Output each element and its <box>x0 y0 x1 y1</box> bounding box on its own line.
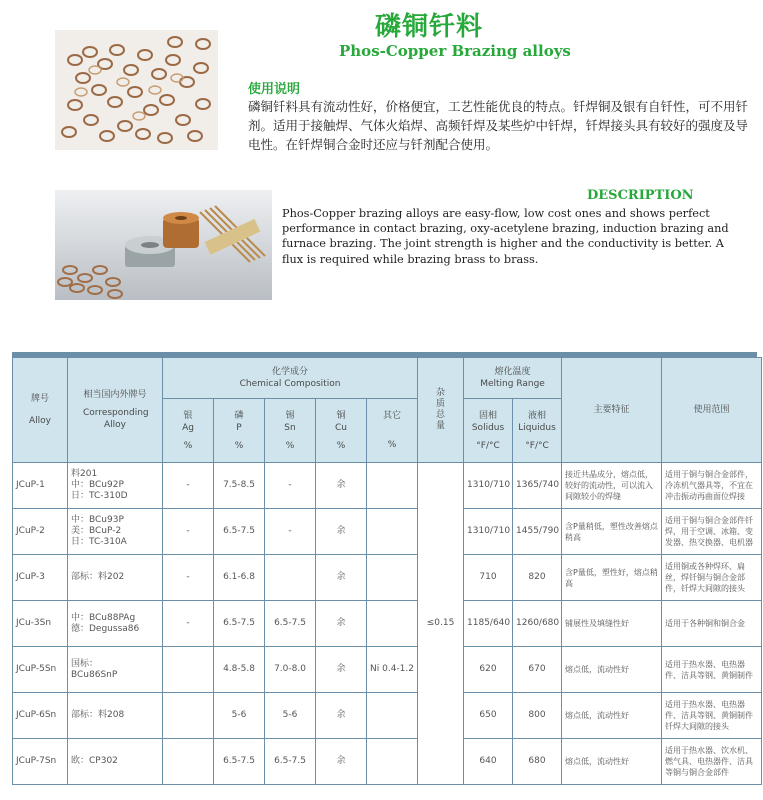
corresponding-line: 料201 <box>71 469 98 479</box>
ag-header-en: Ag <box>182 422 194 433</box>
usage-cell: 适用于热水器、电热器件、洁具等钢、黄铜制件钎焊大间隙的接头 <box>662 693 762 739</box>
p-cell: 7.5-8.5 <box>214 463 265 509</box>
corresponding-cell <box>68 647 163 693</box>
brazing-products-photo <box>55 190 272 300</box>
cu-cell: 余 <box>316 601 367 647</box>
impurity-cell: ≤0.15 <box>418 463 464 785</box>
usage-text: 磷铜钎料具有流动性好，价格便宜，工艺性能优良的特点。钎焊铜及银有自钎性，可不用钎剂。适用于接触焊、气体火焰焊、高频钎焊及某些炉中钎焊，钎焊接头具有较好的强度及导电性。在钎焊铜合金时还应与钎剂配合使用。 <box>248 99 749 152</box>
sn-cell: - <box>265 463 316 509</box>
ag-cell: - <box>163 555 214 601</box>
ag-header <box>163 399 214 463</box>
corresponding-cell <box>68 693 163 739</box>
ag-cell: - <box>163 463 214 509</box>
alloy-header <box>13 358 68 463</box>
p-header <box>214 399 265 463</box>
other-cell <box>367 601 418 647</box>
ag-cell: - <box>163 601 214 647</box>
corresponding-line: 中：BCu88PAg <box>71 612 136 623</box>
corresponding-line: 中：BCu92P <box>71 480 124 490</box>
corresponding-line: 部标：料208 <box>71 710 125 720</box>
solidus-cell: 710 <box>464 555 513 601</box>
chemical-header <box>163 358 418 399</box>
liquidus-header-cn: 液相 <box>528 410 547 421</box>
solidus-cell: 1310/710 <box>464 509 513 555</box>
melting-header-en: Melting Range <box>480 379 545 390</box>
brazing-products-image <box>55 190 272 300</box>
other-cell <box>367 555 418 601</box>
cu-cell: 余 <box>316 463 367 509</box>
ag-header-unit: % <box>183 440 193 451</box>
p-header-unit: % <box>234 440 244 451</box>
other-header <box>367 399 418 463</box>
page-title-en: Phos-Copper Brazing alloys <box>339 42 571 60</box>
corresponding-cell <box>68 739 163 785</box>
sn-cell: - <box>265 509 316 555</box>
feature-cell: 熔点低，流动性好 <box>562 693 662 739</box>
liquidus-cell: 800 <box>513 693 562 739</box>
solidus-header <box>464 399 513 463</box>
description-text: Phos-Copper brazing alloys are easy-flow, low cost ones and shows perfect performance in contact brazing, oxy-acetylene brazing, induction brazing and furnace brazing. The joint strength is higher and the conductivity is better. A flux is required while brazing brass to brass. <box>282 207 729 266</box>
table-row <box>13 555 762 601</box>
sn-cell: 7.0-8.0 <box>265 647 316 693</box>
table-header-row-1 <box>13 358 762 399</box>
cu-cell: 余 <box>316 509 367 555</box>
impurity-header <box>418 358 464 463</box>
usage-heading: 使用说明 <box>248 82 301 97</box>
sn-cell: 5-6 <box>265 693 316 739</box>
impurity-header-text: 杂质总量 <box>436 388 446 431</box>
usage-cell: 适用于热水器、电热器件、洁具等钢、黄铜制件 <box>662 647 762 693</box>
cu-header-unit: % <box>336 440 346 451</box>
corresponding-line: BCu86SnP <box>71 669 118 680</box>
liquidus-header-unit: °F/°C <box>525 440 549 451</box>
description-heading: DESCRIPTION <box>587 188 694 203</box>
melting-header <box>464 358 562 399</box>
other-cell <box>367 739 418 785</box>
copper-rings-photo <box>55 30 218 150</box>
solidus-cell: 1185/640 <box>464 601 513 647</box>
p-header-en: P <box>236 422 242 433</box>
corresponding-line: 国标： <box>71 658 99 669</box>
corresponding-cell <box>68 463 163 509</box>
alloy-cell: JCuP-2 <box>13 509 68 555</box>
alloy-cell: JCuP-5Sn <box>13 647 68 693</box>
sn-header-cn: 锡 <box>285 410 295 421</box>
usage-cell: 适用于铜与铜合金部件，冷冻机气器具等，不宜在冲击振动再曲面位焊接 <box>662 463 762 509</box>
usage-cell: 适用铜或各种焊环、扁丝，焊钎铜与铜合金部件，钎焊大间隙的接头 <box>662 555 762 601</box>
chemical-header-en: Chemical Composition <box>239 379 341 390</box>
corresponding-cell <box>68 555 163 601</box>
alloy-cell: JCuP-7Sn <box>13 739 68 785</box>
table-row <box>13 463 762 509</box>
feature-header: 主要特征 <box>562 358 662 463</box>
p-cell: 6.1-6.8 <box>214 555 265 601</box>
usage-cell: 适用于热水器、饮水机、燃气具、电热器件、洁具等铜与铜合金部件 <box>662 739 762 785</box>
page-title-cn: 磷铜钎料 <box>375 12 484 42</box>
corresponding-header-cn: 相当国内外牌号 <box>83 390 147 400</box>
liquidus-cell: 820 <box>513 555 562 601</box>
sn-header-unit: % <box>285 440 295 451</box>
melting-header-cn: 熔化温度 <box>494 367 531 378</box>
p-cell: 6.5-7.5 <box>214 509 265 555</box>
ag-header-cn: 银 <box>183 410 193 421</box>
alloy-cell: JCuP-3 <box>13 555 68 601</box>
corresponding-line: 美：BCuP-2 <box>71 526 122 536</box>
other-cell: Ni 0.4-1.2 <box>367 647 418 693</box>
cu-cell: 余 <box>316 739 367 785</box>
solidus-header-unit: °F/°C <box>476 440 500 451</box>
other-header-cn: 其它 <box>383 411 402 422</box>
sn-cell <box>265 555 316 601</box>
table-row <box>13 739 762 785</box>
alloy-cell: JCu-3Sn <box>13 601 68 647</box>
solidus-cell: 640 <box>464 739 513 785</box>
sn-cell: 6.5-7.5 <box>265 601 316 647</box>
sn-header <box>265 399 316 463</box>
liquidus-cell: 1455/790 <box>513 509 562 555</box>
sn-cell: 6.5-7.5 <box>265 739 316 785</box>
liquidus-cell: 1365/740 <box>513 463 562 509</box>
other-cell <box>367 463 418 509</box>
feature-cell: 熔点低，流动性好 <box>562 739 662 785</box>
corresponding-line: 德：Degussa86 <box>71 623 140 634</box>
table-row <box>13 601 762 647</box>
ag-cell <box>163 647 214 693</box>
p-cell: 6.5-7.5 <box>214 601 265 647</box>
other-cell <box>367 693 418 739</box>
usage-cell: 适用于铜与铜合金部件钎焊，用于空调、冰箱、变发器、热交换器、电机器 <box>662 509 762 555</box>
corresponding-line: 中：BCu93P <box>71 515 124 525</box>
other-cell <box>367 509 418 555</box>
p-header-cn: 磷 <box>234 410 244 421</box>
alloy-header-en: Alloy <box>29 416 51 426</box>
corresponding-line: 欧：CP302 <box>71 756 118 766</box>
solidus-header-cn: 固相 <box>479 410 498 421</box>
corresponding-line: 日：TC-310D <box>71 491 128 501</box>
liquidus-cell: 680 <box>513 739 562 785</box>
ag-cell: - <box>163 509 214 555</box>
feature-cell: 接近共晶成分，熔点低，较好的流动性，可以流入间隙较小的焊缝 <box>562 463 662 509</box>
corresponding-cell <box>68 509 163 555</box>
other-header-unit: % <box>387 440 397 451</box>
solidus-cell: 620 <box>464 647 513 693</box>
cu-header <box>316 399 367 463</box>
liquidus-cell: 1260/680 <box>513 601 562 647</box>
ag-cell <box>163 693 214 739</box>
ag-cell <box>163 739 214 785</box>
p-cell: 4.8-5.8 <box>214 647 265 693</box>
cu-header-en: Cu <box>335 422 347 433</box>
corresponding-cell <box>68 601 163 647</box>
corresponding-line: 部标：料202 <box>71 572 125 582</box>
sn-header-en: Sn <box>284 422 296 433</box>
cu-cell: 余 <box>316 693 367 739</box>
cu-header-cn: 铜 <box>336 410 346 421</box>
liquidus-header-en: Liquidus <box>518 422 556 433</box>
alloy-header-cn: 牌号 <box>30 394 49 404</box>
liquidus-header <box>513 399 562 463</box>
alloy-cell: JCuP-6Sn <box>13 693 68 739</box>
cu-cell: 余 <box>316 555 367 601</box>
corresponding-header <box>68 358 163 463</box>
table-row <box>13 693 762 739</box>
solidus-cell: 1310/710 <box>464 463 513 509</box>
solidus-header-en: Solidus <box>471 422 505 433</box>
p-cell: 6.5-7.5 <box>214 739 265 785</box>
alloy-cell: JCuP-1 <box>13 463 68 509</box>
liquidus-cell: 670 <box>513 647 562 693</box>
usage-cell: 适用于各种铜和铜合金 <box>662 601 762 647</box>
feature-cell: 含P量低，塑性好，熔点稍高 <box>562 555 662 601</box>
feature-cell: 铺展性及填缝性好 <box>562 601 662 647</box>
table-row <box>13 647 762 693</box>
chemical-header-cn: 化学成分 <box>272 367 309 378</box>
corresponding-line: 日：TC-310A <box>71 537 127 547</box>
table-row <box>13 509 762 555</box>
corresponding-header-en: Corresponding Alloy <box>83 408 149 430</box>
usage-header: 使用范围 <box>662 358 762 463</box>
feature-cell: 含P量稍低，塑性改善熔点稍高 <box>562 509 662 555</box>
feature-cell: 熔点低，流动性好 <box>562 647 662 693</box>
p-cell: 5-6 <box>214 693 265 739</box>
spec-table <box>12 357 762 785</box>
copper-rings-image <box>55 30 218 150</box>
solidus-cell: 650 <box>464 693 513 739</box>
cu-cell: 余 <box>316 647 367 693</box>
